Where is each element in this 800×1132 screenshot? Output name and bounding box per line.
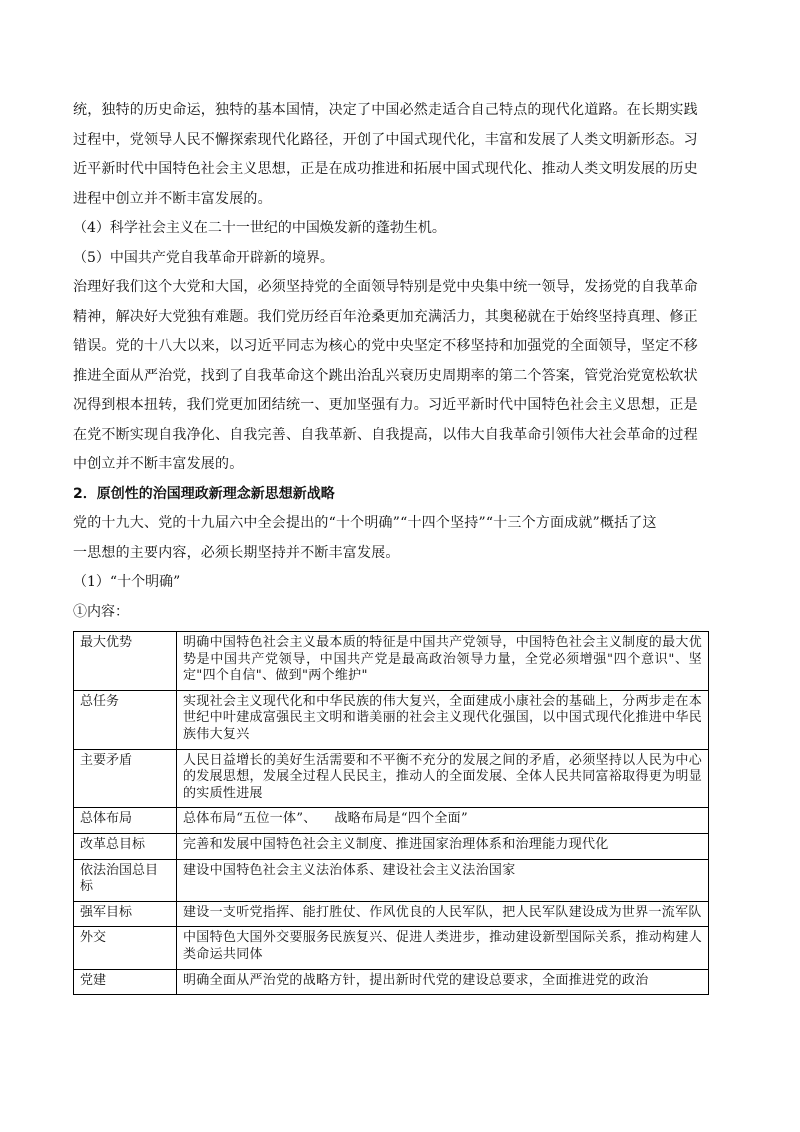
text-line: 统，独特的历史命运，独特的基本国情，决定了中国必然走适合自己特点的现代化道路。在长期实践 [73, 102, 698, 118]
intro-paragraph [73, 96, 727, 214]
party-paragraph [73, 273, 727, 480]
summary-paragraph [73, 509, 727, 568]
row-description: 明确中国特色社会主义最本质的特征是中国共产党领导，中国特色社会主义制度的最大优势是中国共产党领导，中国共产党是最高政治领导力量，全党必须增强"四个意识"、坚定"四个自信"、做到"两个维护" [177, 632, 709, 691]
point-5: （5）中国共产党自我革命开辟新的境界。 [73, 249, 334, 266]
row-description: 明确全面从严治党的战略方针，提出新时代党的建设总要求，全面推进党的政治 [177, 969, 709, 995]
ten-clarifications-table [73, 631, 709, 995]
text-line: 进程中创立并不断丰富发展的。 [73, 190, 272, 207]
table-row [74, 969, 709, 995]
table-row [74, 808, 709, 834]
table-row [74, 749, 709, 808]
text-line: 推进全面从严治党，找到了自我革命这个跳出治乱兴衰历史周期率的第二个答案，管党治党宽松软状 [73, 367, 698, 384]
text-line: 近平新时代中国特色社会主义思想，正是在成功推进和拓展中国式现代化、推动人类文明发展的历史 [73, 161, 698, 177]
content-label: ①内容： [73, 603, 129, 620]
table-row [74, 833, 709, 859]
text-line: 错误。党的十八大以来，以习近平同志为核心的党中央坚定不移坚持和加强党的全面领导，坚定不移 [73, 338, 698, 354]
row-label: 改革总目标 [74, 833, 177, 859]
document-content [73, 96, 727, 995]
table-row [74, 859, 709, 901]
row-description: 建设一支听党指挥、能打胜仗、作风优良的人民军队，把人民军队建设成为世界一流军队 [177, 901, 709, 927]
row-description: 总体布局“五位一体”、 战略布局是“四个全面” [177, 808, 709, 834]
text-line: 治理好我们这个大党和大国，必须坚持党的全面领导特别是党中央集中统一领导，发扬党的自我革命 [73, 279, 698, 295]
table-row [74, 901, 709, 927]
row-description: 实现社会主义现代化和中华民族的伟大复兴，全面建成小康社会的基础上，分两步走在本世纪中叶建成富强民主文明和谐美丽的社会主义现代化强国，以中国式现代化推进中华民族伟大复兴 [177, 690, 709, 749]
row-label: 总体布局 [74, 808, 177, 834]
text-line: 党的十九大、党的十九届六中全会提出的“十个明确”“十四个坚持”“十三个方面成就”概括了这 [73, 515, 657, 531]
row-description: 中国特色大国外交要服务民族复兴、促进人类进步，推动建设新型国际关系，推动构建人类命运共同体 [177, 927, 709, 969]
sub-heading: （1）“十个明确” [73, 574, 181, 590]
text-line: 在党不断实现自我净化、自我完善、自我革新、自我提高，以伟大自我革命引领伟大社会革命的过程 [73, 426, 698, 443]
row-label: 主要矛盾 [74, 749, 177, 808]
point-4: （4）科学社会主义在二十一世纪的中国焕发新的蓬勃生机。 [73, 220, 446, 236]
text-line: 况得到根本扭转，我们党更加团结统一、更加坚强有力。习近平新时代中国特色社会主义思想，正是 [73, 397, 698, 413]
text-line: 一思想的主要内容，必须长期坚持并不断丰富发展。 [73, 544, 400, 561]
text-line: 精神，解决好大党独有难题。我们党历经百年沧桑更加充满活力，其奥秘就在于始终坚持真理、修正 [73, 308, 698, 325]
text-line: 过程中，党领导人民不懈探索现代化路径，开创了中国式现代化，丰富和发展了人类文明新形态。习 [73, 131, 698, 148]
row-label: 外交 [74, 927, 177, 969]
section-heading: 2．原创性的治国理政新理念新思想新战略 [73, 485, 335, 502]
row-description: 人民日益增长的美好生活需要和不平衡不充分的发展之间的矛盾，必须坚持以人民为中心的发展思想，发展全过程人民民主，推动人的全面发展、全体人民共同富裕取得更为明显的实质性进展 [177, 749, 709, 808]
row-label: 最大优势 [74, 632, 177, 691]
row-label: 强军目标 [74, 901, 177, 927]
table-row [74, 690, 709, 749]
table-row [74, 927, 709, 969]
text-line: 中创立并不断丰富发展的。 [73, 456, 244, 472]
row-label: 依法治国总目标 [74, 859, 177, 901]
row-description: 建设中国特色社会主义法治体系、建设社会主义法治国家 [177, 859, 709, 901]
row-description: 完善和发展中国特色社会主义制度、推进国家治理体系和治理能力现代化 [177, 833, 709, 859]
table-row [74, 632, 709, 691]
row-label: 总任务 [74, 690, 177, 749]
row-label: 党建 [74, 969, 177, 995]
